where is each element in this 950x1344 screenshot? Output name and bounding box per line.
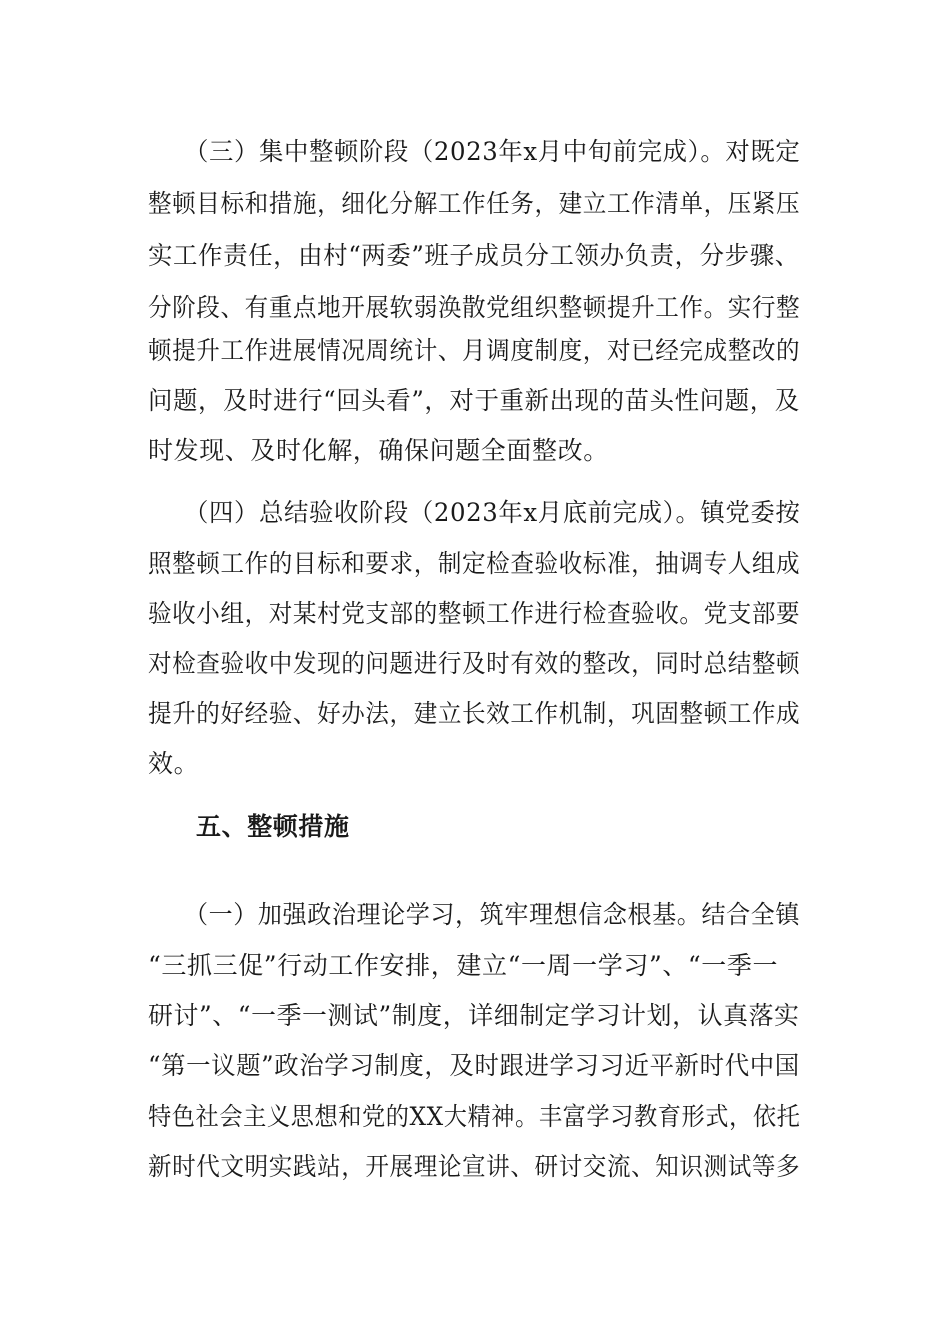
text-line: 提升的好经验、好办法，建立长效工作机制，巩固整顿工作成 xyxy=(148,699,801,728)
text-line: 问题，及时进行“回头看”，对于重新出现的苗头性问题，及 xyxy=(148,386,800,415)
text-line: （一）加强政治理论学习，筑牢理想信念根基。结合全镇 xyxy=(184,900,801,929)
text-line: 照整顿工作的目标和要求，制定检查验收标准，抽调专人组成 xyxy=(148,549,801,578)
text-line: 整顿目标和措施，细化分解工作任务，建立工作清单，压紧压 xyxy=(148,189,801,218)
text-line: “第一议题”政治学习制度，及时跟进学习习近平新时代中国 xyxy=(148,1051,800,1080)
text-line: 新时代文明实践站，开展理论宣讲、研讨交流、知识测试等多 xyxy=(148,1152,801,1181)
text-line: 分阶段、有重点地开展软弱涣散党组织整顿提升工作。实行整 xyxy=(148,293,801,322)
text-line: “三抓三促”行动工作安排，建立“一周一学习”、“一季一 xyxy=(148,951,779,980)
text-line: 研讨”、“一季一测试”制度，详细制定学习计划，认真落实 xyxy=(148,1001,800,1030)
text-line: （四）总结验收阶段（2023年x月底前完成）。镇党委按 xyxy=(184,498,801,527)
text-line: 顿提升工作进展情况周统计、月调度制度，对已经完成整改的 xyxy=(148,336,801,365)
section-heading: 五、整顿措施 xyxy=(196,812,350,841)
text-line: 实工作责任，由村“两委”班子成员分工领办负责，分步骤、 xyxy=(148,241,800,270)
text-line: 验收小组，对某村党支部的整顿工作进行检查验收。党支部要 xyxy=(148,599,801,628)
text-line: 对检查验收中发现的问题进行及时有效的整改，同时总结整顿 xyxy=(148,649,801,678)
text-line: （三）集中整顿阶段（2023年x月中旬前完成）。对既定 xyxy=(184,137,801,166)
text-line: 特色社会主义思想和党的XX大精神。丰富学习教育形式，依托 xyxy=(148,1102,801,1131)
text-line: 时发现、及时化解，确保问题全面整改。 xyxy=(148,436,609,465)
text-line: 效。 xyxy=(148,749,200,778)
